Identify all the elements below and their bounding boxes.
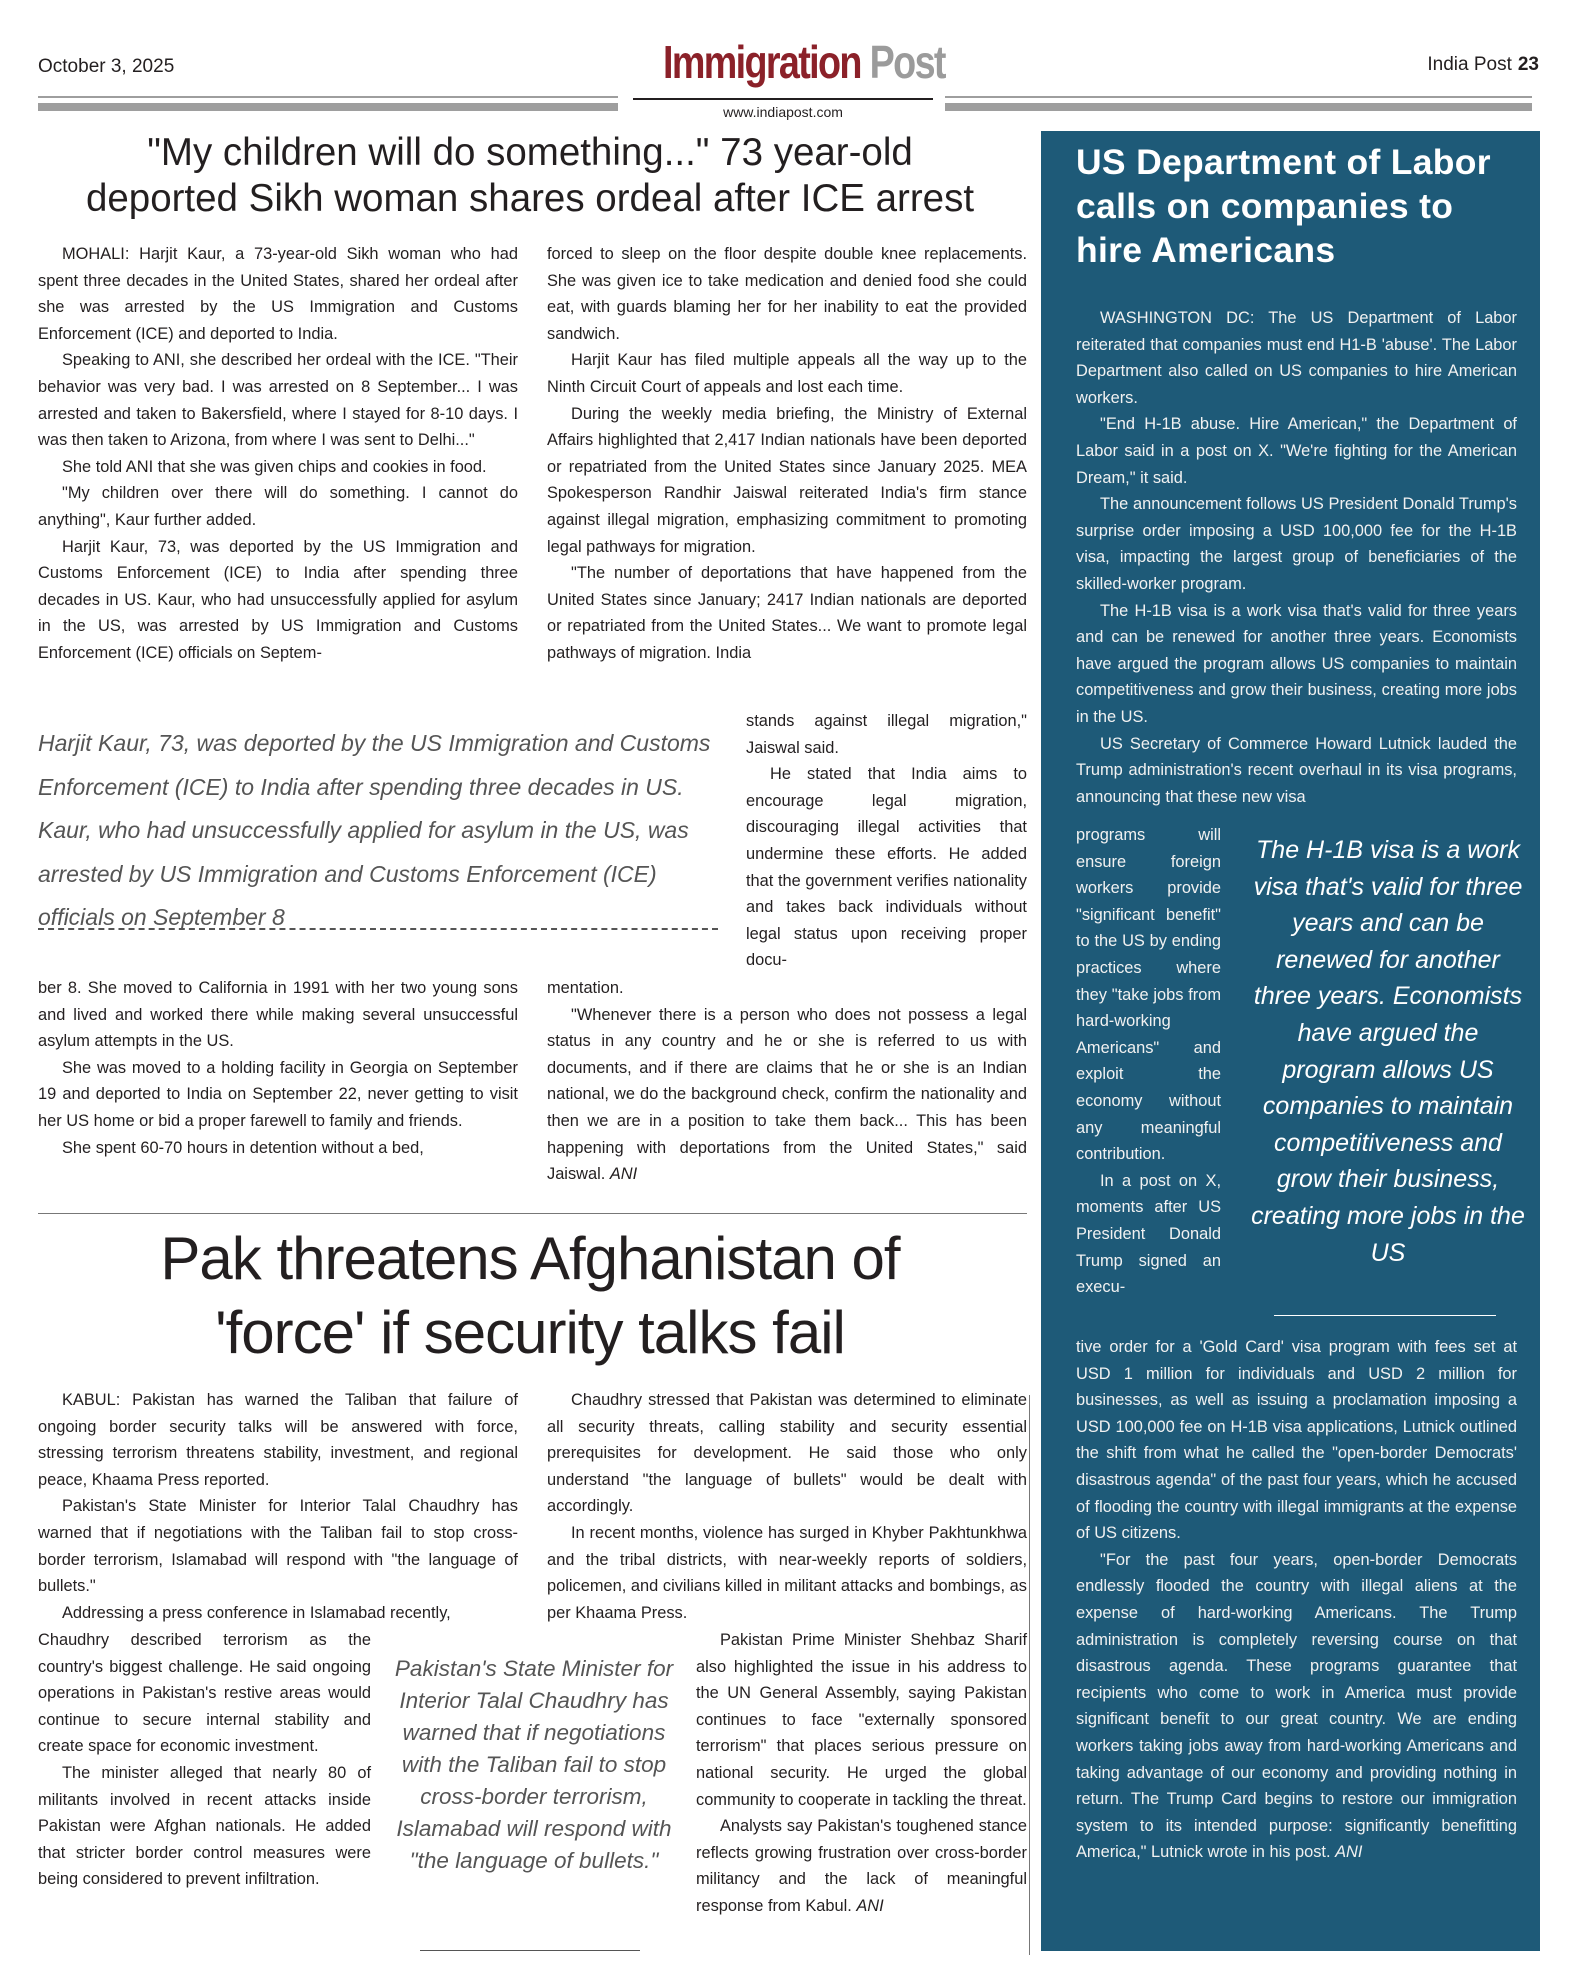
paragraph: Chaudhry stressed that Pakistan was determined to eliminate all security threats, calling stability and security essential prerequisites for development. He said those who only understand "the language of bullets" would be dealt with accordingly. xyxy=(547,1391,1027,1516)
paragraph-text: "For the past four years, open-border Democrats endlessly flooded the country with illegal aliens at the expense of hard-working Americans. The Trump administration is completely reversing course on that disastrous agenda. These programs guarantee that recipients who come to work in America must provide significant benefit to our great country. We are ending workers taking jobs away from hard-working Americans and taking advantage of our economy and providing nothing in return. The Trump Card begins to restore our immigration system to its intended purpose: significantly benefitting America," Lutnick wrote in his post. xyxy=(1076,1550,1517,1862)
paragraph: The minister alleged that nearly 80 of militants involved in recent attacks inside Pakistan were Afghan nationals. He added that stricter border control measures were being considered to prevent infiltration. xyxy=(38,1763,371,1889)
paragraph: Chaudhry described terrorism as the country's biggest challenge. He said ongoing operations in Pakistan's restive areas would continue to secure internal stability and create space for economic investment. xyxy=(38,1631,371,1756)
article1-headline xyxy=(40,130,1020,222)
paragraph: Harjit Kaur, 73, was deported by the US Immigration and Customs Enforcement (ICE) to India after spending three decades in US. Kaur, who had unsuccessfully applied for asylum in the US, was arrested by US Immigration and Customs Enforcement (ICE) officials on Septem- xyxy=(38,537,518,662)
paragraph: ber 8. She moved to California in 1991 with her two young sons and lived and worked there while making several unsuccessful asylum attempts in the US. xyxy=(38,979,518,1051)
paragraph: Speaking to ANI, she described her ordeal with the ICE. "Their behavior was very bad. I was arrested on 8 September... I was arrested and taken to Bakersfield, where I stayed for 8-10 days. I was then taken to Arizona, from where I was sent to Delhi..." xyxy=(38,351,518,450)
sidebar-pull-quote: The H-1B visa is a work visa that's valid for three years and can be renewed for another three years. Economists have argued the program allows US companies to maintain competitiveness and grow their business, creating more jobs in the US xyxy=(1251,836,1525,1267)
sidebar-headline: US Department of Labor calls on companies to hire Americans xyxy=(1076,142,1491,270)
paragraph xyxy=(696,1813,1027,1919)
paragraph: Pakistan Prime Minister Shehbaz Sharif also highlighted the issue in his address to the UN General Assembly, saying Pakistan continues to face "externally sponsored terrorism" that places serious pressure on national security. He urged the global community to cooperate in tackling the threat. xyxy=(696,1631,1027,1809)
paragraph: She was moved to a holding facility in Georgia on September 19 and deported to India on September 22, never getting to visit her US home or bid a proper farewell to family and friends. xyxy=(38,1058,518,1130)
article1-col2-bottom xyxy=(547,975,1027,1188)
article2-headline xyxy=(40,1222,1020,1370)
paragraph: WASHINGTON DC: The US Department of Labor reiterated that companies must end H1-B 'abuse'. The Labor Department also called on US companies to hire American workers. xyxy=(1076,309,1517,407)
issue-date: October 3, 2025 xyxy=(38,56,175,77)
paragraph xyxy=(547,1002,1027,1188)
article2-col1-narrow xyxy=(38,1627,371,1893)
article2-col2-narrow xyxy=(696,1627,1027,1920)
article2-right-rule xyxy=(1029,1395,1030,1955)
paragraph: KABUL: Pakistan has warned the Taliban that failure of ongoing border security talks will be answered with force, stressing terrorism threatens stability, investment, and regional peace, Khaama Press reported. xyxy=(38,1391,518,1489)
page-number: 23 xyxy=(1517,54,1539,75)
paragraph-text: Analysts say Pakistan's toughened stance reflects growing frustration over cross-border militancy and the lack of meaningful response from Kabul. xyxy=(696,1817,1027,1915)
paragraph: mentation. xyxy=(547,979,624,997)
article1-headline-line1: "My children will do something..." 73 year-old xyxy=(147,131,913,174)
paragraph: stands against illegal migration," Jaiswal said. xyxy=(746,712,1027,757)
sidebar-credit: ANI xyxy=(1335,1843,1363,1862)
article2-credit: ANI xyxy=(856,1896,884,1915)
paragraph: In recent months, violence has surged in Khyber Pakhtunkhwa and the tribal districts, with near-weekly reports of soldiers, policemen, and civilians killed in militant attacks and bombings, as per Khaama Press. xyxy=(547,1523,1027,1622)
article1-col2-top xyxy=(547,241,1027,667)
pull-quote-rule xyxy=(420,1950,640,1951)
paragraph: forced to sleep on the floor despite double knee replacements. She was given ice to take medication and denied food she could eat, with guards blaming her for her inability to eat the provided sandwich. xyxy=(547,245,1027,343)
article2-pull-quote: Pakistan's State Minister for Interior Talal Chaudhry has warned that if negotiations with the Taliban fail to stop cross-border terrorism, Islamabad will respond with "the language of bullets." xyxy=(394,1656,674,1873)
publication-name: India Post xyxy=(1427,54,1512,75)
paragraph: tive order for a 'Gold Card' visa program with fees set at USD 1 million for individuals and USD 2 million for businesses, as well as issuing a proclamation imposing a USD 100,000 fee on H-1B visa applications, Lutnick outlined the shift from what he called the "open-border Democrats' disastrous agenda" of the past four years, which he accused of flooding the country with illegal immigrants at the expense of US citizens. xyxy=(1076,1338,1517,1543)
paragraph: "End H-1B abuse. Hire American," the Department of Labor said in a post on X. "We're fighting for the American Dream," it said. xyxy=(1076,415,1517,487)
paragraph-text: "Whenever there is a person who does not possess a legal status in any country and he or she is referred to us with documents, and if there are claims that he or she is an Indian national, we do the background check, confirm the nationality and then we are in a position to take them back... This has been happening with deportations from the United States," said Jaiswal. xyxy=(547,1005,1027,1184)
paragraph: programs will ensure foreign workers provide "significant benefit" to the US by ending practices where they "take jobs from hard-working Americans" and exploit the economy without any meaningful contribution. xyxy=(1076,826,1221,1164)
paragraph: "The number of deportations that have happened from the United States since January; 2417 Indian nationals are deported or repatriated from the United States... We want to promote legal pathways of migration. India xyxy=(547,564,1027,662)
article2-headline-line2: 'force' if security talks fail xyxy=(215,1299,845,1366)
paragraph: He stated that India aims to encourage legal migration, discouraging illegal activities that undermine these efforts. He added that the government verifies nationality and takes back individuals without legal status upon receiving proper docu- xyxy=(746,765,1027,970)
article1-credit: ANI xyxy=(609,1165,638,1184)
paragraph xyxy=(1076,1547,1517,1866)
masthead-rule-right-thin xyxy=(945,96,1532,98)
paragraph: The announcement follows US President Donald Trump's surprise order imposing a USD 100,000 fee for the H-1B visa, impacting the largest group of beneficiaries of the skilled-worker program. xyxy=(1076,495,1517,593)
article1-col1-top xyxy=(38,241,518,667)
article1-headline-line2: deported Sikh woman shares ordeal after ICE arrest xyxy=(85,177,975,220)
paragraph: "My children over there will do something. I cannot do anything", Kaur further added. xyxy=(38,484,518,529)
website-rule xyxy=(633,98,933,100)
section-logo xyxy=(663,36,945,88)
paragraph: MOHALI: Harjit Kaur, a 73-year-old Sikh woman who had spent three decades in the United States, shared her ordeal after she was arrested by the US Immigration and Customs Enforcement (ICE) and deported to India. xyxy=(38,245,518,343)
paragraph: She told ANI that she was given chips and cookies in food. xyxy=(62,457,487,476)
article1-col1-bottom xyxy=(38,975,518,1161)
article2-col1-top xyxy=(38,1387,518,1626)
logo-word-post: Post xyxy=(869,36,945,88)
article2-headline-line1: Pak threatens Afghanistan of xyxy=(160,1225,900,1292)
pull-quote-dashed-rule xyxy=(38,928,718,930)
masthead-rule-left-thick xyxy=(38,103,618,111)
article2-col2-top xyxy=(547,1387,1027,1626)
sidebar-body-narrow xyxy=(1076,822,1221,1301)
paragraph: In a post on X, moments after US President Donald Trump signed an execu- xyxy=(1076,1171,1221,1297)
sidebar-body-top xyxy=(1076,305,1517,810)
masthead-rule-right-thick xyxy=(945,103,1532,111)
sidebar-body-bottom xyxy=(1076,1334,1517,1866)
article1-col2-side xyxy=(746,708,1027,974)
article1-pull-quote: Harjit Kaur, 73, was deported by the US Immigration and Customs Enforcement (ICE) to India after spending three decades in US. Kaur, who had unsuccessfully applied for asylum in the US, was arrested by US Immigration and Customs Enforcement (ICE) officials on September 8 xyxy=(38,730,711,930)
paragraph: Pakistan's State Minister for Interior Talal Chaudhry has warned that if negotiations with the Taliban fail to stop cross-border terrorism, Islamabad will respond with "the language of bullets." xyxy=(38,1497,518,1596)
paragraph: US Secretary of Commerce Howard Lutnick lauded the Trump administration's recent overhaul in its visa programs, announcing that these new visa xyxy=(1076,734,1517,806)
masthead-rule-left-thin xyxy=(38,96,618,98)
article-divider xyxy=(38,1213,1027,1214)
pull-quote-rule xyxy=(1274,1315,1496,1316)
page-label xyxy=(1427,54,1539,76)
paragraph: Addressing a press conference in Islamabad recently, xyxy=(62,1603,451,1622)
paragraph: The H-1B visa is a work visa that's valid for three years and can be renewed for another three years. Economists have argued the program allows US companies to maintain competitiveness and grow their business, creating more jobs in the US. xyxy=(1076,601,1517,726)
paragraph: Harjit Kaur has filed multiple appeals all the way up to the Ninth Circuit Court of appeals and lost each time. xyxy=(547,351,1027,396)
paragraph: During the weekly media briefing, the Ministry of External Affairs highlighted that 2,417 Indian nationals have been deported or repatriated from the United States since January 2025. MEA Spokesperson Randhir Jaiswal reiterated India's firm stance against illegal migration, emphasizing commitment to promoting legal pathways for migration. xyxy=(547,404,1027,556)
website-link[interactable]: www.indiapost.com xyxy=(723,104,843,120)
paragraph: She spent 60-70 hours in detention without a bed, xyxy=(62,1138,424,1157)
logo-word-immigration: Immigration xyxy=(663,36,861,88)
